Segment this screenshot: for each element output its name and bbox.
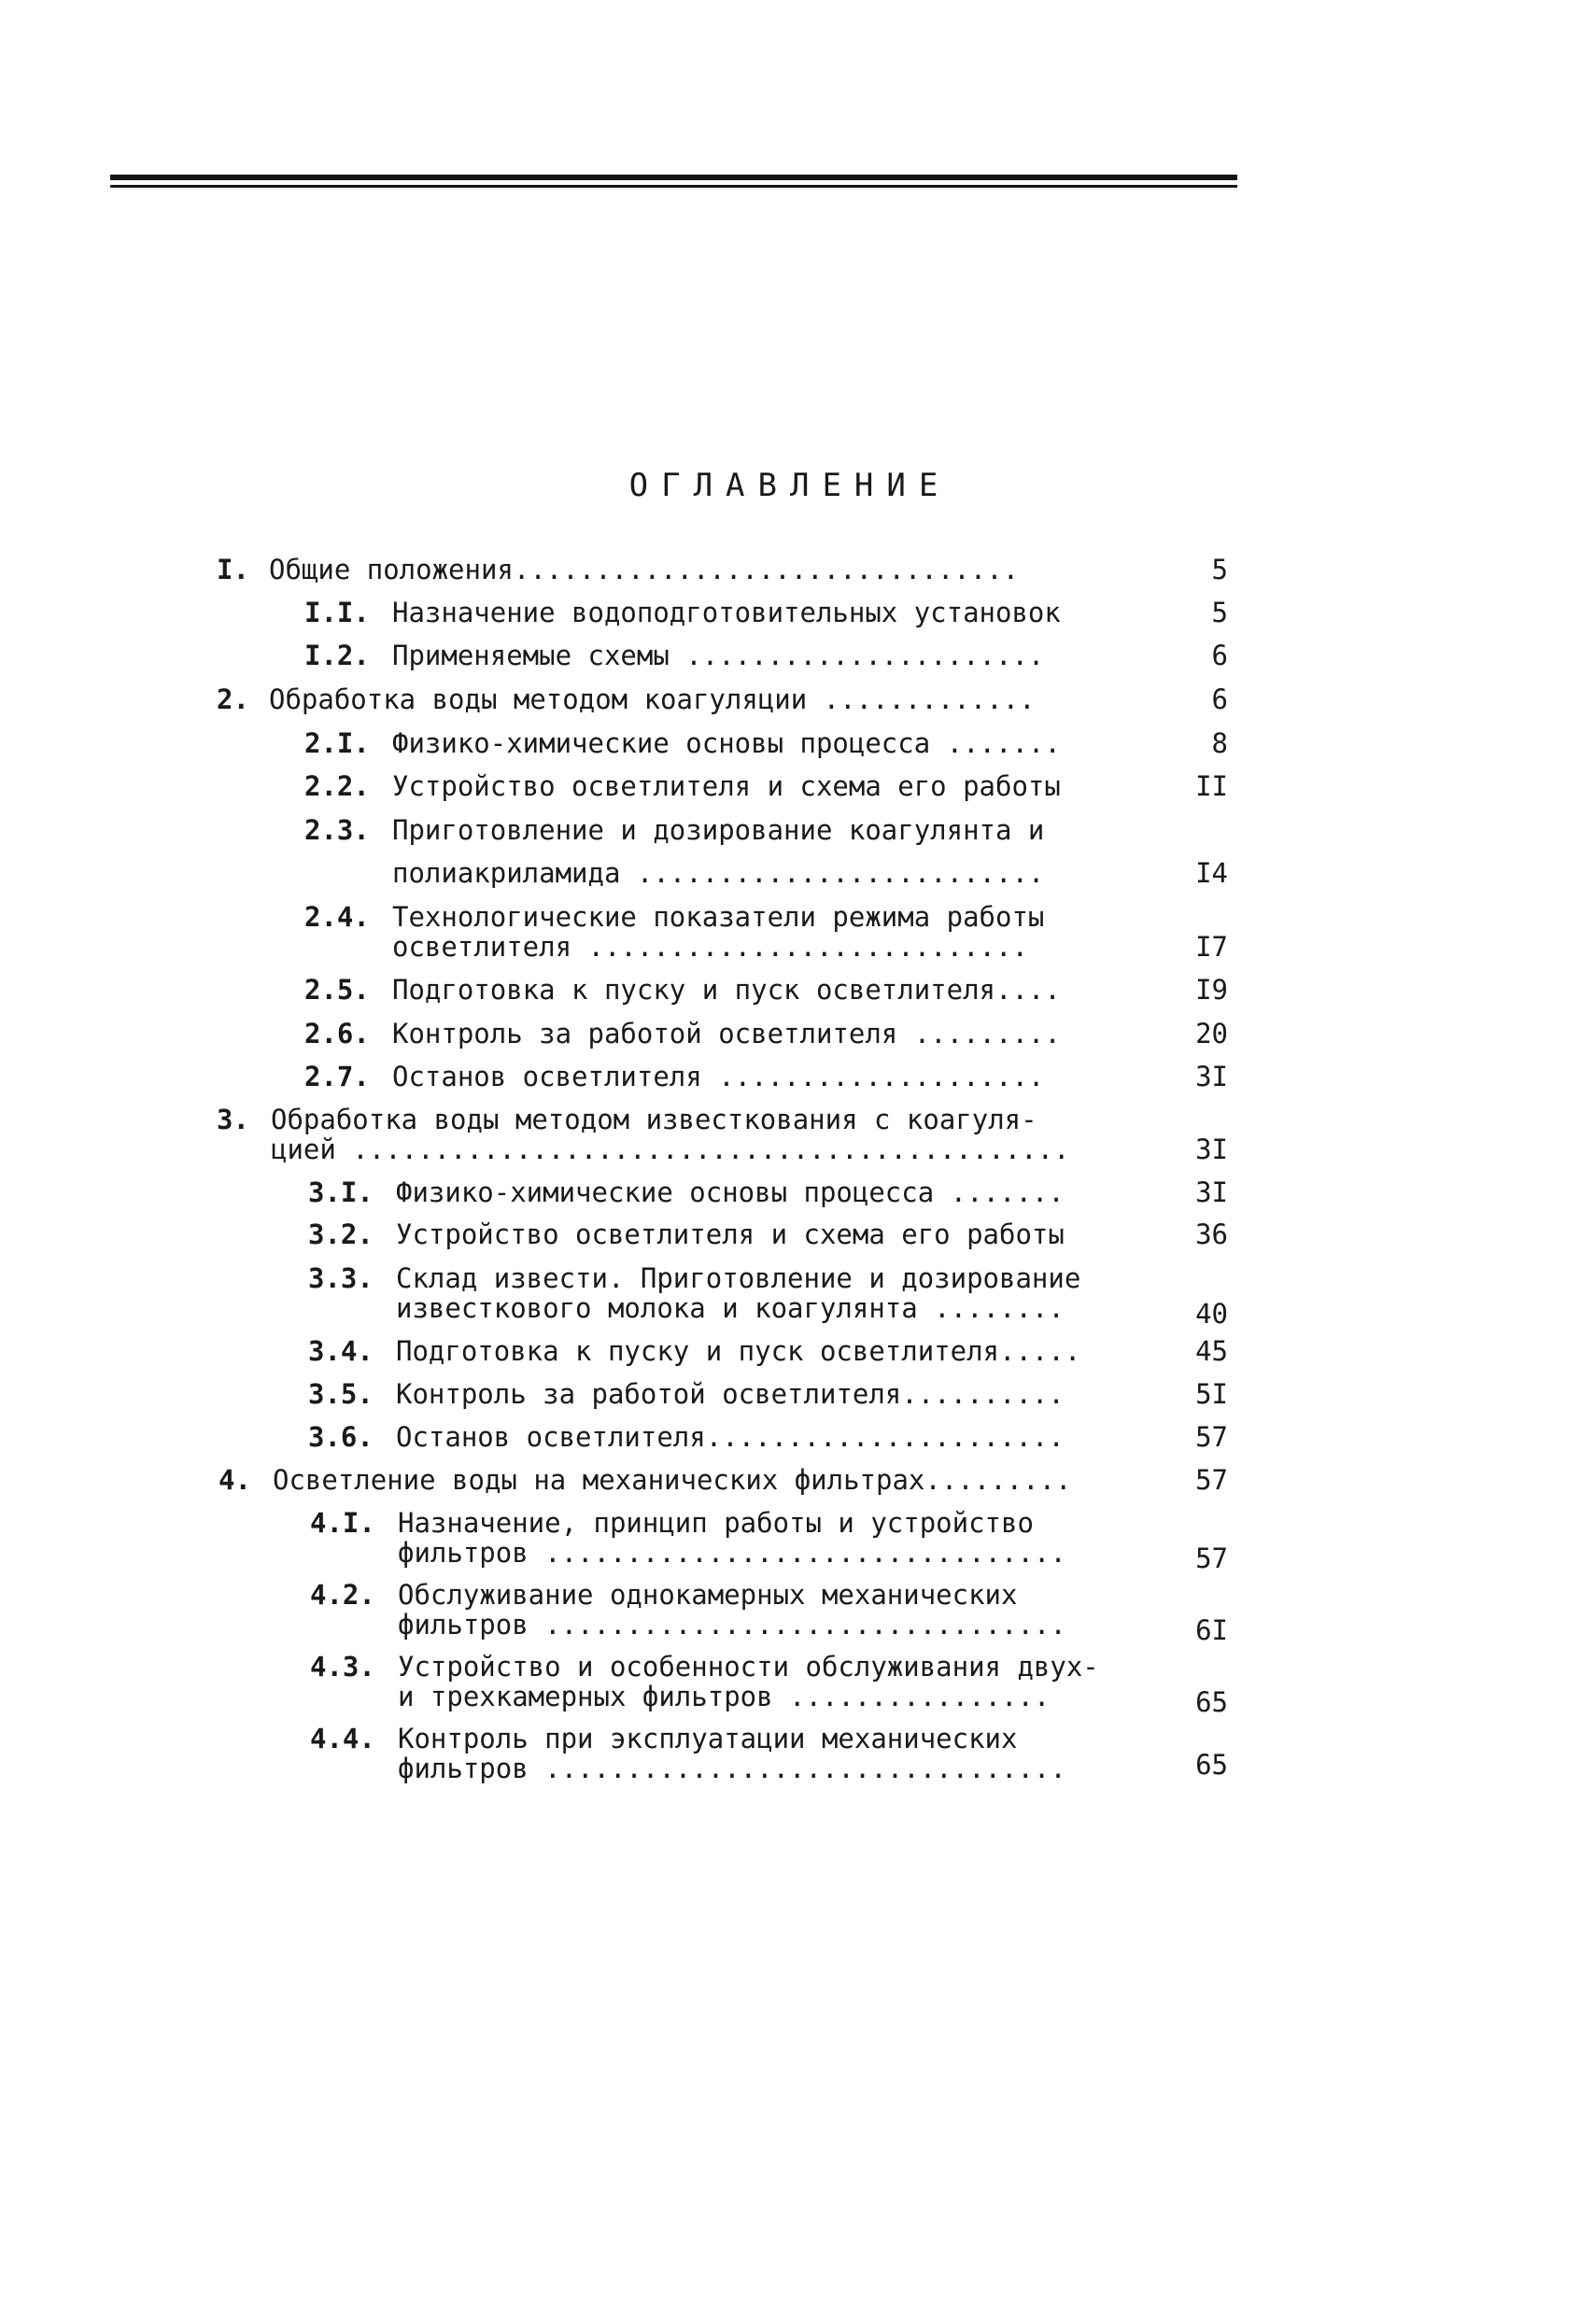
entry-title: Назначение водоподготовительных установок [392, 597, 1061, 628]
entry-page: II [1195, 770, 1228, 802]
entry-title: Технологические показатели режима работы [392, 901, 1045, 933]
entry-number: 2.7. [304, 1061, 370, 1092]
entry-page: 45 [1195, 1335, 1228, 1367]
entry-number: 2.3. [304, 814, 370, 846]
entry-page: 57 [1195, 1542, 1228, 1574]
entry-number: I.I. [304, 597, 370, 628]
entry-number: 2.5. [304, 974, 370, 1006]
entry-number: 2.2. [304, 770, 370, 802]
entry-number: 3.3. [308, 1262, 374, 1294]
entry-title: Подготовка к пуску и пуск осветлителя..... [396, 1335, 1081, 1367]
entry-title: Контроль за работой осветлителя.......... [396, 1378, 1065, 1410]
entry-title: Устройство и особенности обслуживания двух- [398, 1651, 1099, 1683]
entry-number: 3.5. [308, 1378, 374, 1410]
entry-title-cont: полиакриламида ......................... [392, 857, 1045, 889]
entry-title: Общие положения............................... [269, 554, 1020, 585]
entry-title-cont: фильтров ................................ [398, 1609, 1066, 1641]
entry-page: 5I [1195, 1378, 1228, 1410]
entry-title: Назначение, принцип работы и устройство [398, 1507, 1034, 1539]
entry-page: 20 [1195, 1018, 1228, 1049]
entry-title: Устройство осветлителя и схема его работы [396, 1218, 1065, 1250]
entry-title: Останов осветлителя...................... [396, 1421, 1065, 1453]
entry-title-cont: осветлителя ........................... [392, 931, 1028, 963]
entry-title: Останов осветлителя .................... [392, 1061, 1045, 1092]
entry-title: Устройство осветлителя и схема его работы [392, 770, 1061, 802]
entry-title: Приготовление и дозирование коагулянта и [392, 814, 1045, 846]
entry-number: 2.4. [304, 901, 370, 933]
entry-page: 3I [1195, 1061, 1228, 1092]
entry-page: 36 [1195, 1218, 1228, 1250]
entry-title: Обработка воды методом известкования с коагуля- [271, 1104, 1037, 1135]
entry-number: 4. [219, 1464, 251, 1496]
entry-page: 57 [1195, 1421, 1228, 1453]
entry-number: 4.3. [310, 1651, 375, 1683]
entry-title: Обслуживание однокамерных механических [398, 1579, 1018, 1611]
entry-page: 6I [1195, 1614, 1228, 1646]
entry-number: 3.6. [308, 1421, 374, 1453]
entry-title: Подготовка к пуску и пуск осветлителя.... [392, 974, 1061, 1006]
entry-number: 3. [217, 1104, 249, 1135]
entry-page: 65 [1195, 1749, 1228, 1781]
entry-page: 65 [1195, 1686, 1228, 1718]
entry-number: 4.I. [310, 1507, 375, 1539]
entry-title-cont: и трехкамерных фильтров ................ [398, 1681, 1051, 1712]
entry-number: 2.I. [304, 727, 370, 759]
entry-page: 3I [1195, 1176, 1228, 1208]
entry-number: 3.4. [308, 1335, 374, 1367]
entry-number: I.2. [304, 640, 370, 671]
entry-page: 57 [1195, 1464, 1228, 1496]
entry-title: Склад извести. Приготовление и дозирование [396, 1262, 1081, 1294]
entry-title: Физико-химические основы процесса ....... [392, 727, 1061, 759]
entry-title-cont: известкового молока и коагулянта ........ [396, 1292, 1065, 1324]
entry-title: Применяемые схемы ...................... [392, 640, 1045, 671]
entry-page: 3I [1195, 1134, 1228, 1165]
entry-title-cont: цией ............................................ [271, 1134, 1070, 1165]
entry-number: I. [217, 554, 249, 585]
entry-number: 3.2. [308, 1218, 374, 1250]
entry-title: Контроль за работой осветлителя ......... [392, 1018, 1061, 1049]
entry-page: 5 [1211, 554, 1228, 585]
entry-number: 3.I. [308, 1176, 374, 1208]
entry-page: I9 [1195, 974, 1228, 1006]
entry-title: Обработка воды методом коагуляции ............. [269, 683, 1036, 715]
entry-title: Осветление воды на механических фильтрах......... [273, 1464, 1072, 1496]
entry-page: 40 [1195, 1298, 1228, 1330]
entry-page: I7 [1195, 931, 1228, 963]
entry-page: 8 [1211, 727, 1228, 759]
entry-number: 2.6. [304, 1018, 370, 1049]
entry-page: 5 [1211, 597, 1228, 628]
entry-page: I4 [1195, 857, 1228, 889]
entry-title-cont: фильтров ................................ [398, 1537, 1066, 1569]
entry-title: Контроль при эксплуатации механических [398, 1723, 1018, 1754]
page-title: ОГЛАВЛЕНИЕ [628, 467, 952, 504]
entry-number: 2. [217, 683, 249, 715]
entry-page: 6 [1211, 683, 1228, 715]
entry-number: 4.2. [310, 1579, 375, 1611]
entry-number: 4.4. [310, 1723, 375, 1754]
entry-title-cont: фильтров ................................ [398, 1753, 1066, 1784]
entry-page: 6 [1211, 640, 1228, 671]
entry-title: Физико-химические основы процесса ....... [396, 1176, 1065, 1208]
